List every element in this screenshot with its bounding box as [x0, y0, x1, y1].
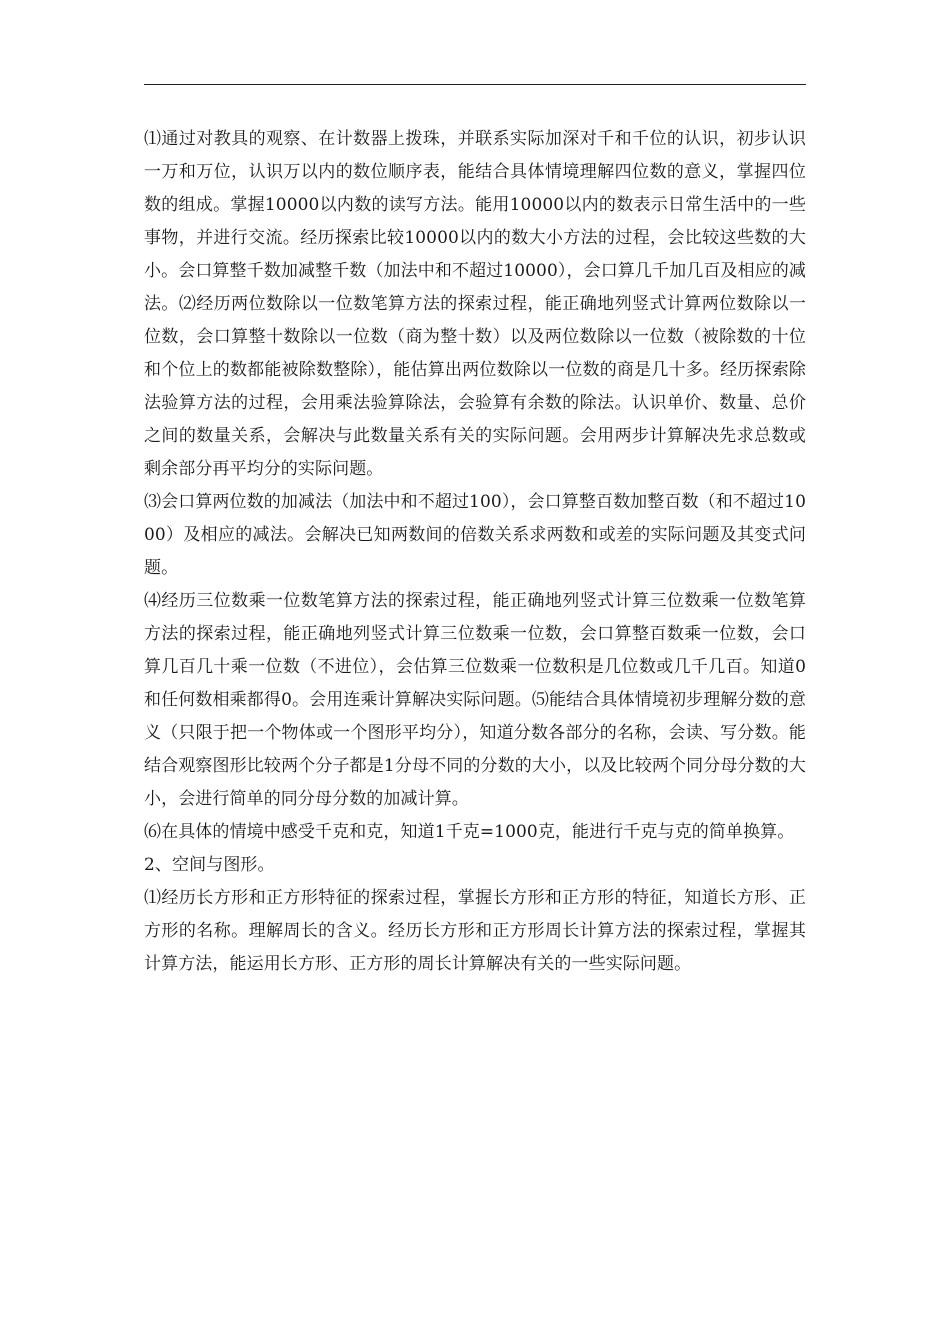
paragraph-multiplication-fractions: ⑷经历三位数乘一位数笔算方法的探索过程，能正确地列竖式计算三位数乘一位数笔算方法的探索过程，能正确地列竖式计算三位数乘一位数，会口算整百数乘一位数，会口算几百几十乘一位数（不进位），会估算三位数乘一位数积是几位数或几千几百。知道0和任何数相乘都得0。会用连乘计算解决实际问题。⑸能结合具体情境初步理解分数的意义（只限于把一个物体或一个图形平均分），知道分数各部分的名称，会读、写分数。能结合观察图形比较两个分子都是1分母不同的分数的大小，以及比较两个同分母分数的大小，会进行简单的同分母分数的加减计算。: [144, 591, 806, 809]
document-body: [144, 123, 806, 981]
paragraph-weight-units: ⑹在具体的情境中感受千克和克，知道1千克=1000克，能进行千克与克的简单换算。: [144, 822, 795, 842]
paragraph-number-concepts: ⑴通过对教具的观察、在计数器上拨珠，并联系实际加深对千和千位的认识，初步认识一万和万位，认识万以内的数位顺序表，能结合具体情境理解四位数的意义，掌握四位数的组成。掌握10000以内数的读写方法。能用10000以内的数表示日常生活中的一些事物，并进行交流。经历探索比较10000以内的数大小方法的过程，会比较这些数的大小。会口算整千数加减整千数（加法中和不超过10000），会口算几千加几百及相应的减法。⑵经历两位数除以一位数笔算方法的探索过程，能正确地列竖式计算两位数除以一位数，会口算整十数除以一位数（商为整十数）以及两位数除以一位数（被除数的十位和个位上的数都能被除数整除），能估算出两位数除以一位数的商是几十多。经历探索除法验算方法的过程，会用乘法验算除法，会验算有余数的除法。认识单价、数量、总价之间的数量关系，会解决与此数量关系有关的实际问题。会用两步计算解决先求总数或剩余部分再平均分的实际问题。: [144, 129, 806, 479]
paragraph-rectangles-squares: ⑴经历长方形和正方形特征的探索过程，掌握长方形和正方形的特征，知道长方形、正方形的名称。理解周长的含义。经历长方形和正方形周长计算方法的探索过程，掌握其计算方法，能运用长方形、正方形的周长计算解决有关的一些实际问题。: [144, 888, 806, 974]
paragraph-mental-addition: ⑶会口算两位数的加减法（加法中和不超过100），会口算整百数加整百数（和不超过1000）及相应的减法。会解决已知两数间的倍数关系求两数和或差的实际问题及其变式问题。: [144, 492, 806, 578]
header-rule: [144, 84, 806, 85]
section-heading-space-and-shape: 2、空间与图形。: [144, 855, 275, 875]
